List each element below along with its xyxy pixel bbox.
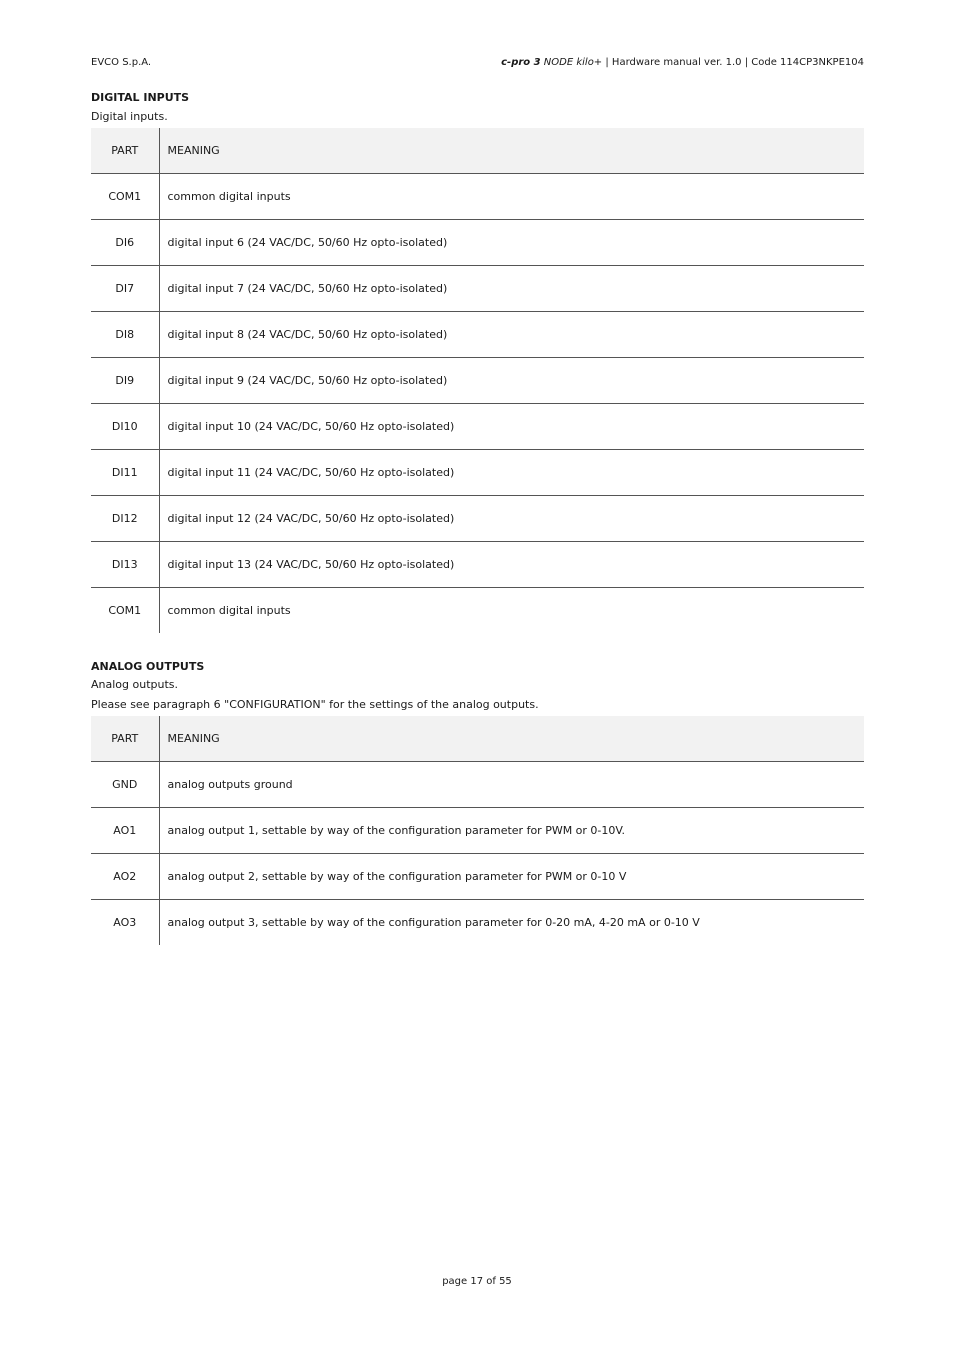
digital-inputs-table <box>91 128 864 633</box>
part-cell: DI10 <box>91 404 159 450</box>
part-cell: DI11 <box>91 450 159 496</box>
section-heading: ANALOG OUTPUTS <box>91 660 205 673</box>
table-header-row <box>91 716 864 762</box>
part-cell: COM1 <box>91 588 159 634</box>
part-cell: AO1 <box>91 808 159 854</box>
part-cell: DI13 <box>91 542 159 588</box>
part-cell: GND <box>91 762 159 808</box>
section-intro: Digital inputs. <box>91 110 168 123</box>
table-row <box>91 762 864 808</box>
table-row <box>91 496 864 542</box>
part-cell: AO3 <box>91 900 159 946</box>
meaning-cell: common digital inputs <box>159 588 864 634</box>
table-row <box>91 174 864 220</box>
column-header-meaning: MEANING <box>167 732 220 745</box>
analog-outputs-table <box>91 716 864 945</box>
table-row <box>91 450 864 496</box>
section-note: Please see paragraph 6 "CONFIGURATION" for the settings of the analog outputs. <box>91 698 539 711</box>
part-cell: COM1 <box>91 174 159 220</box>
meaning-cell: digital input 11 (24 VAC/DC, 50/60 Hz opto-isolated) <box>159 450 864 496</box>
meaning-cell: digital input 13 (24 VAC/DC, 50/60 Hz opto-isolated) <box>159 542 864 588</box>
part-cell: DI9 <box>91 358 159 404</box>
meaning-cell: analog output 1, settable by way of the configuration parameter for PWM or 0-10V. <box>159 808 864 854</box>
column-header-meaning: MEANING <box>167 144 220 157</box>
section-intro: Analog outputs. <box>91 678 179 691</box>
product-name: c-pro 3 <box>501 57 541 68</box>
table-row <box>91 808 864 854</box>
column-header-part: PART <box>91 716 159 762</box>
table-row <box>91 358 864 404</box>
meaning-cell: digital input 10 (24 VAC/DC, 50/60 Hz opto-isolated) <box>159 404 864 450</box>
part-cell: DI6 <box>91 220 159 266</box>
table-header-row <box>91 128 864 174</box>
table-row <box>91 312 864 358</box>
part-cell: DI7 <box>91 266 159 312</box>
meaning-cell: digital input 8 (24 VAC/DC, 50/60 Hz opto-isolated) <box>159 312 864 358</box>
table-row <box>91 588 864 634</box>
table-row <box>91 900 864 946</box>
manual-info: | Hardware manual ver. 1.0 | Code 114CP3NKPE104 <box>602 57 864 68</box>
section-heading: DIGITAL INPUTS <box>91 91 190 104</box>
page-footer <box>0 1276 954 1287</box>
meaning-cell: digital input 9 (24 VAC/DC, 50/60 Hz opto-isolated) <box>159 358 864 404</box>
meaning-cell: analog output 2, settable by way of the configuration parameter for PWM or 0-10 V <box>159 854 864 900</box>
meaning-cell: analog output 3, settable by way of the configuration parameter for 0-20 mA, 4-20 mA or 0-10 V <box>159 900 864 946</box>
product-variant: NODE kilo+ <box>543 57 603 68</box>
part-cell: AO2 <box>91 854 159 900</box>
meaning-cell: digital input 7 (24 VAC/DC, 50/60 Hz opto-isolated) <box>159 266 864 312</box>
table-row <box>91 404 864 450</box>
table-row <box>91 266 864 312</box>
column-header-part: PART <box>91 128 159 174</box>
meaning-cell: analog outputs ground <box>159 762 864 808</box>
meaning-cell: digital input 6 (24 VAC/DC, 50/60 Hz opto-isolated) <box>159 220 864 266</box>
company-name: EVCO S.p.A. <box>91 57 152 68</box>
analog-outputs-section <box>91 660 864 945</box>
table-row <box>91 220 864 266</box>
part-cell: DI12 <box>91 496 159 542</box>
part-cell: DI8 <box>91 312 159 358</box>
page-number: page 17 of 55 <box>442 1276 512 1287</box>
manual-reference <box>501 56 864 69</box>
meaning-cell: digital input 12 (24 VAC/DC, 50/60 Hz opto-isolated) <box>159 496 864 542</box>
digital-inputs-section <box>91 91 864 633</box>
table-row <box>91 542 864 588</box>
table-row <box>91 854 864 900</box>
meaning-cell: common digital inputs <box>159 174 864 220</box>
